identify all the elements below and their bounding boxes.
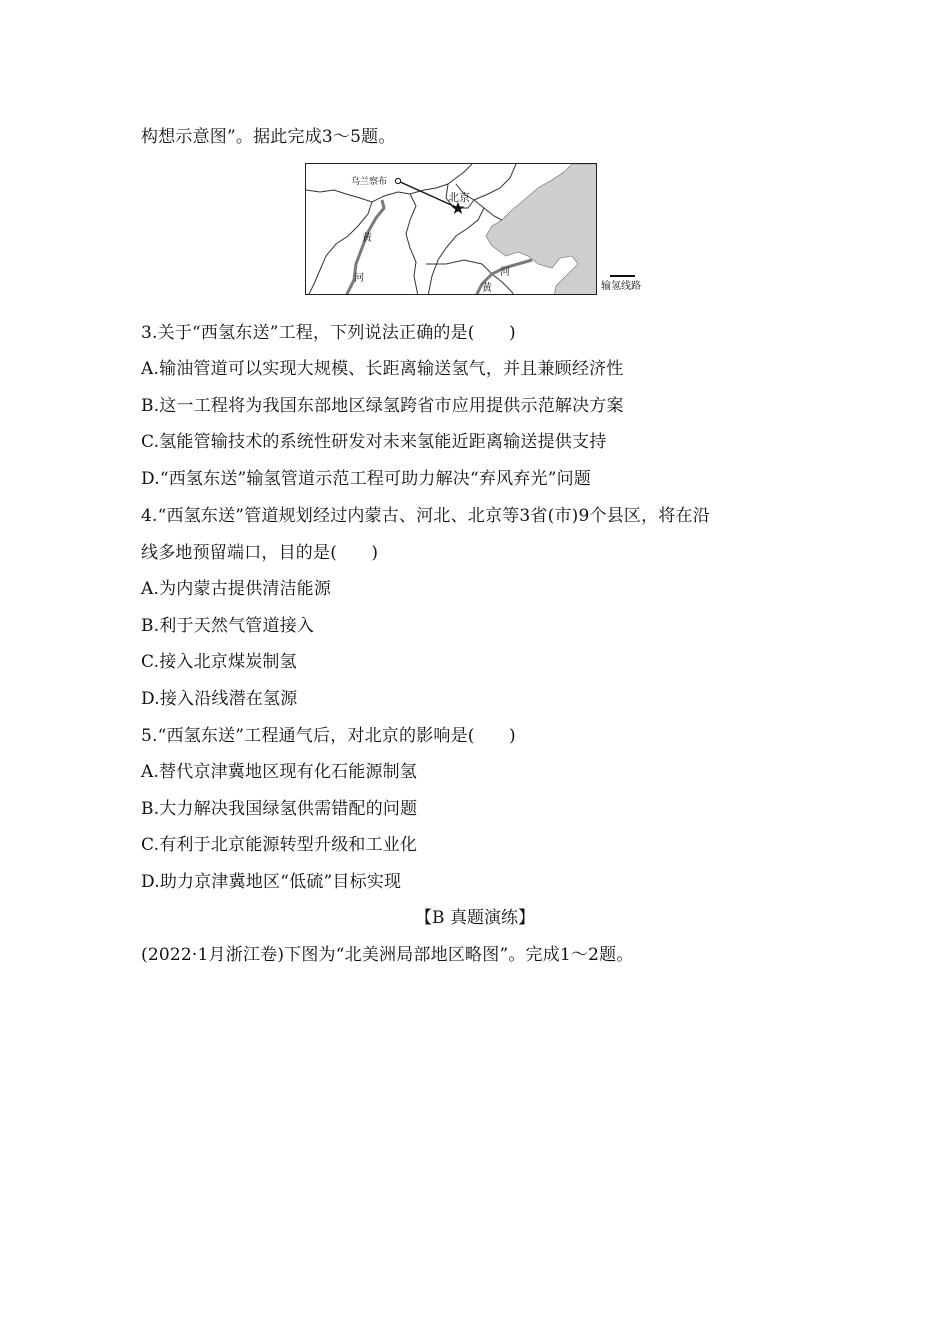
q3-option-d: D.“西氢东送”输氢管道示范工程可助力解决“弃风弃光”问题 [141, 469, 591, 489]
yellow-river [346, 200, 384, 295]
map-figure [306, 164, 597, 295]
label-beijing: 北京 [448, 191, 470, 204]
label-wulanchabu: 乌兰察布 [351, 177, 388, 187]
map-legend [601, 268, 661, 294]
river-label-1: 黄 [362, 233, 372, 244]
river-label-4: 黄 [482, 283, 492, 294]
section-heading: 【B 真题演练】 [415, 908, 535, 928]
intro-line: 构想示意图”。据此完成3～5题。 [141, 127, 396, 147]
q5-option-c: C.有利于北京能源转型升级和工业化 [141, 835, 418, 855]
q5-stem: 5.“西氢东送”工程通气后，对北京的影响是( ) [141, 726, 516, 746]
q5-option-b: B.大力解决我国绿氢供需错配的问题 [141, 799, 418, 819]
q5-option-a: A.替代京津冀地区现有化石能源制氢 [141, 762, 418, 782]
legend-label: 输氢线路 [601, 281, 641, 292]
q3-option-c: C.氢能管输技术的系统性研发对未来氢能近距离输送提供支持 [141, 432, 607, 452]
q3-option-b: B.这一工程将为我国东部地区绿氢跨省市应用提供示范解决方案 [141, 396, 624, 416]
q4-option-d: D.接入沿线潜在氢源 [141, 689, 298, 709]
q4-stem-line1: 4.“西氢东送”管道规划经过内蒙古、河北、北京等3省(市)9个县区，将在沿 [141, 506, 710, 526]
q4-option-c: C.接入北京煤炭制氢 [141, 652, 297, 672]
pipeline-map [305, 163, 597, 295]
q3-stem: 3.关于“西氢东送”工程，下列说法正确的是( ) [141, 323, 516, 343]
river-label-3: 河 [500, 267, 510, 278]
legend-line-icon [610, 275, 635, 277]
river-label-2: 河 [354, 273, 364, 284]
q5-option-d: D.助力京津冀地区“低硫”目标实现 [141, 872, 402, 892]
wulanchabu-marker [395, 178, 400, 183]
q4-option-a: A.为内蒙古提供清洁能源 [141, 579, 332, 599]
q4-option-b: B.利于天然气管道接入 [141, 616, 315, 636]
q3-option-a: A.输油管道可以实现大规模、长距离输送氢气，并且兼顾经济性 [141, 359, 624, 379]
next-section-intro: (2022·1月浙江卷)下图为“北美洲局部地区略图”。完成1～2题。 [141, 945, 634, 965]
q4-stem-line2: 线多地预留端口，目的是( ) [141, 543, 379, 563]
